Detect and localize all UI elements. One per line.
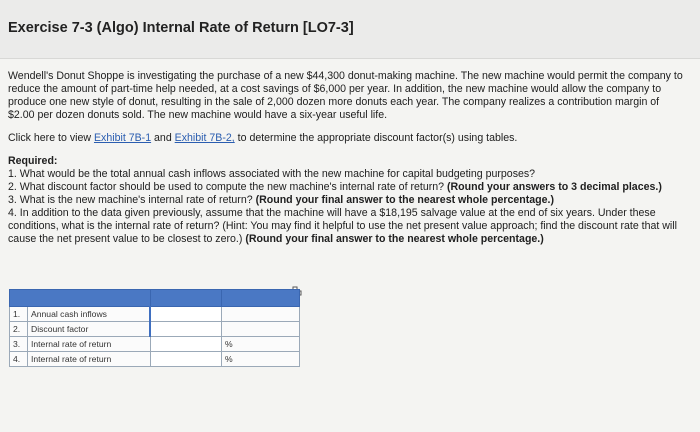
table-header-cell [10,290,151,307]
exhibit-prefix: Click here to view [8,132,94,144]
row-number: 2. [10,322,28,337]
row-number: 1. [10,307,28,322]
answer-input-cell[interactable] [150,352,222,367]
table-header-cell [150,290,222,307]
question-4 [8,207,688,246]
table-header-cell [222,290,300,307]
table-row [10,352,300,367]
row-number: 4. [10,352,28,367]
discount-factor-input[interactable] [151,322,221,336]
question-2-text: 2. What discount factor should be used to compute the new machine's internal rate of return? [8,181,445,193]
irr-with-salvage-input[interactable] [151,352,222,366]
row-label: Internal rate of return [28,337,151,352]
exhibit-7b1-link[interactable]: Exhibit 7B-1 [93,132,152,144]
question-2 [8,181,688,194]
question-content [8,70,688,246]
answer-input-cell[interactable] [150,307,222,322]
question-3 [8,194,688,207]
table-header-row [10,290,300,307]
question-2-instruction: (Round your answers to 3 decimal places.) [444,181,662,193]
row-label: Annual cash inflows [28,307,151,322]
percent-unit: % [222,352,300,367]
question-3-instruction: (Round your final answer to the nearest whole percentage.) [252,194,555,206]
unit-cell [222,322,300,337]
irr-input[interactable] [151,337,222,351]
answer-input-cell[interactable] [150,337,222,352]
table-row [10,307,300,322]
row-number: 3. [10,337,28,352]
page-title: Exercise 7-3 (Algo) Internal Rate of Return [LO7-3] [8,20,354,36]
question-4-instruction: (Round your final answer to the nearest whole percentage.) [242,233,544,245]
percent-unit: % [222,337,300,352]
table-row [10,337,300,352]
intro-paragraph: Wendell's Donut Shoppe is investigating the purchase of a new $44,300 donut-making machine. The new machine would permit the company to reduce the amount of part-time help needed, at a cost savings of $6,000 per year. In addition, the new machine would allow the company to produce one new style of donut, resulting in the sale of 2,000 dozen more donuts each year. The company realizes a contribution margin of $2.00 per dozen donuts sold. The new machine would have a six-year useful life. [8,70,683,121]
exhibit-suffix: to determine the appropriate discount factor(s) using tables. [234,132,518,144]
answer-table [9,289,300,367]
unit-cell [222,307,300,322]
answer-input-cell[interactable] [150,322,222,337]
exhibit-7b2-link[interactable]: Exhibit 7B-2, [174,132,235,144]
table-row [10,322,300,337]
annual-cash-inflows-input[interactable] [151,307,221,321]
required-heading: Required: [8,155,58,167]
question-1: 1. What would be the total annual cash inflows associated with the new machine for capital budgeting purposes? [8,168,536,180]
question-4-text: 4. In addition to the data given previously, assume that the machine will have a $18,195 salvage value at the end of six years. Under these conditions, what is the internal rate of return? (Hint: You may find it helpful to use the net present value approach; find the discount rate that will cause the net present value to be closest to zero.) [8,207,677,245]
row-label: Internal rate of return [28,352,151,367]
exhibit-middle: and [151,132,175,144]
row-label: Discount factor [28,322,151,337]
exhibit-line [8,132,688,145]
question-3-text: 3. What is the new machine's internal rate of return? [8,194,253,206]
